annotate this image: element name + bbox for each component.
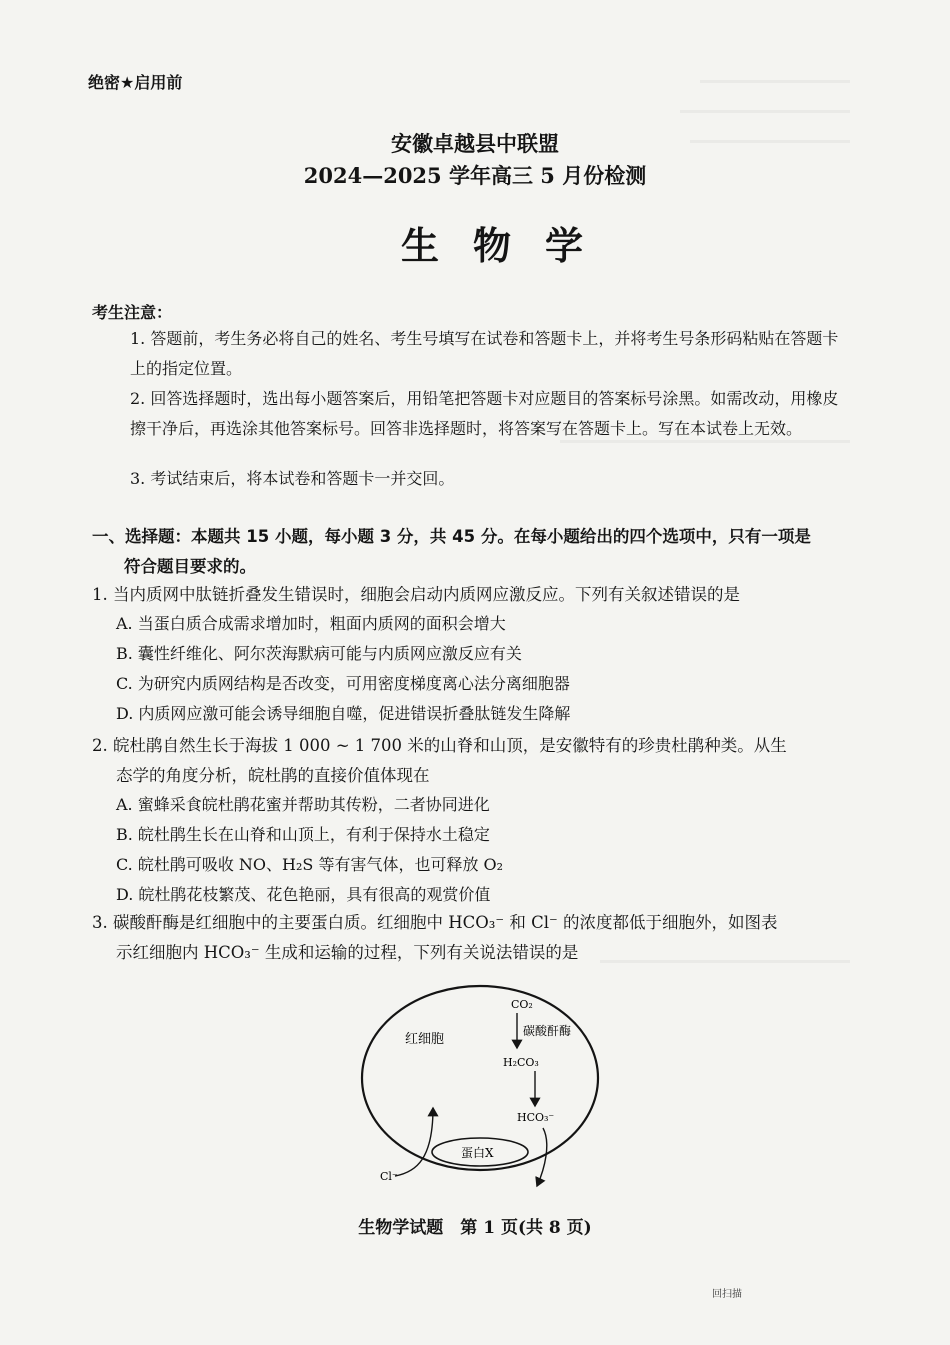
scan-watermark: 回扫描 xyxy=(712,1289,742,1300)
question-3-stem-line-2: 示红细胞内 HCO₃⁻ 生成和运输的过程，下列有关说法错误的是 xyxy=(116,943,579,962)
confidential-label: 绝密★启用前 xyxy=(88,73,183,92)
question-1-stem: 1. 当内质网中肽链折叠发生错误时，细胞会启动内质网应激反应。下列有关叙述错误的是 xyxy=(92,585,740,604)
co2-label: CO₂ xyxy=(511,998,533,1011)
question-2-option-d: D. 皖杜鹃花枝繁茂、花色艳丽，具有很高的观赏价值 xyxy=(116,885,491,904)
question-3-stem-line-1: 3. 碳酸酐酶是红细胞中的主要蛋白质。红细胞中 HCO₃⁻ 和 Cl⁻ 的浓度都低于细胞外，如图表 xyxy=(92,913,778,932)
question-3-stem xyxy=(92,908,857,968)
bleed-mark xyxy=(700,80,850,83)
subject-title: 生物学 xyxy=(400,224,617,268)
page-footer: 生物学试题 第 1 页(共 8 页) xyxy=(358,1218,592,1238)
question-1-option-c: C. 为研究内质网结构是否改变，可用密度梯度离心法分离细胞器 xyxy=(116,674,570,693)
question-2-option-b: B. 皖杜鹃生长在山脊和山顶上，有利于保持水土稳定 xyxy=(116,825,490,844)
protein-x-label: 蛋白X xyxy=(461,1146,494,1160)
question-1-option-b: B. 囊性纤维化、阿尔茨海默病可能与内质网应激反应有关 xyxy=(116,644,522,663)
question-2-option-c: C. 皖杜鹃可吸收 NO、H₂S 等有害气体，也可释放 O₂ xyxy=(116,855,504,874)
notice-heading: 考生注意： xyxy=(92,303,173,322)
question-2-stem-line-2: 态学的角度分析，皖杜鹃的直接价值体现在 xyxy=(116,766,430,785)
section-line-1: 一、选择题：本题共 15 小题，每小题 3 分，共 45 分。在每小题给出的四个选项中，只有一项是 xyxy=(92,527,811,546)
question-2-stem xyxy=(92,731,857,791)
notice-item-1: 1. 答题前，考生务必将自己的姓名、考生号填写在试卷和答题卡上，并将考生号条形码粘贴在答题卡上的指定位置。 xyxy=(130,329,839,378)
section-line-2: 符合题目要求的。 xyxy=(124,557,256,576)
h2co3-label: H₂CO₃ xyxy=(503,1056,539,1069)
hco3-label: HCO₃⁻ xyxy=(517,1111,555,1124)
notice-item-3: 3. 考试结束后，将本试卷和答题卡一并交回。 xyxy=(130,469,455,488)
notice-item-2: 2. 回答选择题时，选出每小题答案后，用铅笔把答题卡对应题目的答案标号涂黑。如需改动，用橡皮擦干净后，再选涂其他答案标号。回答非选择题时，将答案写在答题卡上。写在本试卷上无效。 xyxy=(130,389,839,438)
question-1-option-d: D. 内质网应激可能会诱导细胞自噬，促进错误折叠肽链发生降解 xyxy=(116,704,571,723)
cl-label: Cl⁻ xyxy=(380,1170,398,1183)
question-2-option-a: A. 蜜蜂采食皖杜鹃花蜜并帮助其传粉，二者协同进化 xyxy=(116,795,490,814)
cell-label: 红细胞 xyxy=(405,1032,445,1047)
bleed-mark xyxy=(680,110,850,113)
exam-title: 2024—2025 学年高三 5 月份检测 xyxy=(303,163,647,188)
organization-title: 安徽卓越县中联盟 xyxy=(391,131,559,156)
question-2-stem-line-1: 2. 皖杜鹃自然生长于海拔 1 000 ~ 1 700 米的山脊和山顶，是安徽特有的珍贵杜鹃种类。从生 xyxy=(92,736,787,755)
cl-in-arrow xyxy=(395,1108,433,1176)
enzyme-label: 碳酸酐酶 xyxy=(523,1024,572,1038)
section-heading xyxy=(92,522,852,582)
question-1-option-a: A. 当蛋白质合成需求增加时，粗面内质网的面积会增大 xyxy=(116,614,506,633)
red-blood-cell-diagram xyxy=(355,978,605,1193)
